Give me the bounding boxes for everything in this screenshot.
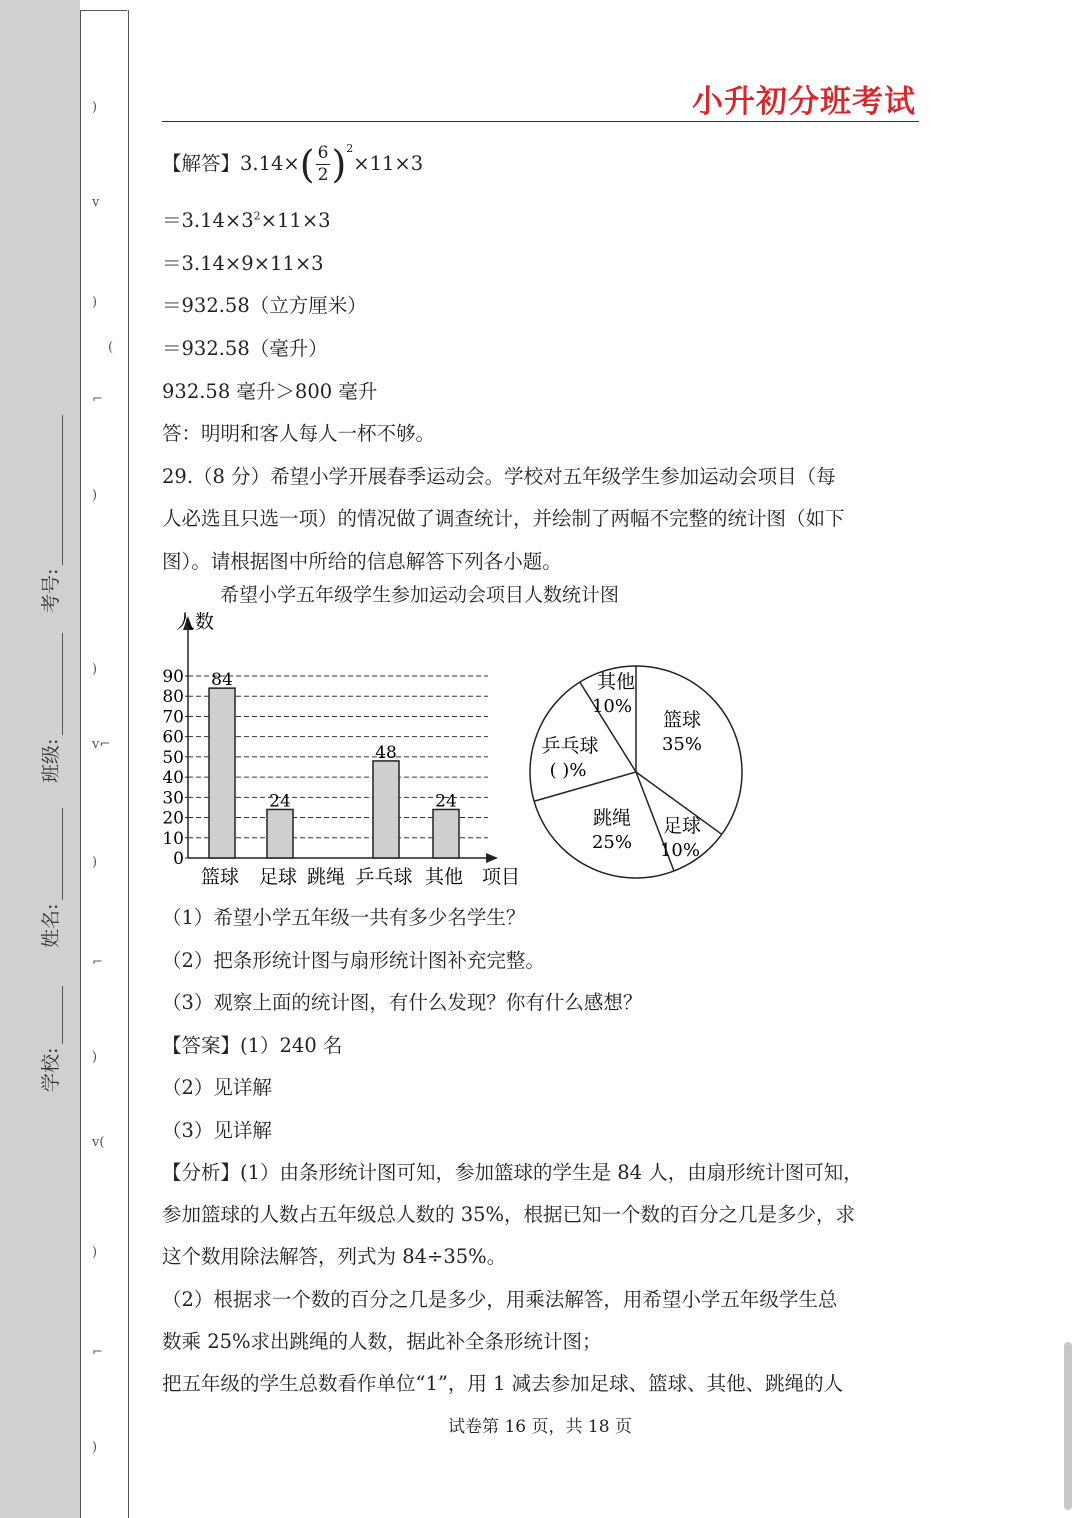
solution-prefix: 3.14× <box>240 152 300 175</box>
binding-mark: ⅴ <box>92 195 100 210</box>
school-label: 学校: <box>40 1047 62 1092</box>
x-axis-label: 项目 <box>482 866 521 888</box>
page-footer: 试卷第 16 页，共 18 页 <box>448 1417 632 1437</box>
binding-mark: ⅴ⌐ <box>92 737 111 752</box>
class-field <box>36 633 63 783</box>
y-axis-label: 人数 <box>176 611 215 633</box>
step1-exponent: 2 <box>253 209 261 223</box>
analysis-line-4: （2）根据求一个数的百分之几是多少，用乘法解答，用希望小学五年级学生总 <box>162 1288 838 1311</box>
fraction <box>316 143 331 186</box>
analysis-line-1: 【分析】(1）由条形统计图可知，参加篮球的学生是 84 人，由扇形统计图可知， <box>162 1161 863 1184</box>
bar <box>373 761 399 858</box>
y-tick-label: 30 <box>162 788 184 809</box>
y-tick-label: 50 <box>162 747 184 768</box>
left-paren: ( <box>299 142 315 187</box>
binding-mark: ) <box>92 662 98 677</box>
pie-slice-label: 其他 <box>596 671 636 693</box>
x-tick-label: 乒乓球 <box>355 866 413 888</box>
exam-no-field <box>36 415 63 613</box>
answer-line: 答：明明和客人每人一杯不够。 <box>162 422 436 445</box>
step1-line <box>162 205 331 233</box>
binding-mark: ⌐ <box>92 955 103 970</box>
x-tick-label: 跳绳 <box>306 866 346 888</box>
binding-mark: ) <box>92 100 98 115</box>
solution-suffix: ×11×3 <box>353 152 424 175</box>
pie-slice-label: 足球 <box>662 815 702 837</box>
binding-mark: ( <box>108 340 114 355</box>
pie-slice-value: ( )% <box>549 760 587 781</box>
pie-slice-label: 乒乓球 <box>541 735 599 757</box>
binding-mark: ⌐ <box>92 392 103 407</box>
y-tick-label: 60 <box>162 727 184 748</box>
brand-title: 小升初分班考试 <box>692 84 916 120</box>
bar-data-label: 48 <box>375 742 397 763</box>
fraction-denominator: 2 <box>317 165 329 185</box>
fraction-numerator: 6 <box>317 143 329 163</box>
binding-mark: ⅴ( <box>92 1135 105 1150</box>
name-field <box>36 808 63 948</box>
binding-mark: ⌐ <box>92 1345 103 1360</box>
y-tick-label: 80 <box>162 687 184 708</box>
name-label: 姓名: <box>40 903 62 948</box>
binding-mark: ) <box>92 855 98 870</box>
school-blank <box>44 986 63 1044</box>
y-tick-label: 0 <box>173 849 184 869</box>
fraction-exponent: 2 <box>346 142 354 155</box>
binding-mark: ) <box>92 1440 98 1455</box>
analysis-line-6: 把五年级的学生总数看作单位“1”，用 1 减去参加足球、篮球、其他、跳绳的人 <box>162 1372 844 1395</box>
compare-line: 932.58 毫升＞800 毫升 <box>162 380 378 403</box>
bar-data-label: 24 <box>269 791 291 812</box>
pie-slice-label: 篮球 <box>662 709 702 731</box>
exam-no-blank <box>44 415 63 565</box>
binding-mark: ) <box>92 1050 98 1065</box>
answer-2: （2）见详解 <box>162 1076 272 1099</box>
x-tick-label: 篮球 <box>200 866 240 888</box>
binding-strip-top <box>80 10 127 11</box>
y-tick-label: 10 <box>162 828 184 849</box>
pie-slice-value: 10% <box>591 696 633 717</box>
name-blank <box>44 808 63 900</box>
y-tick-label: 90 <box>162 667 184 687</box>
step1-b: ×11×3 <box>260 209 331 232</box>
question-29-line-3: 图）。请根据图中所给的信息解答下列各小题。 <box>162 550 562 573</box>
answer-1: 【答案】(1）240 名 <box>162 1034 343 1057</box>
pie-slice-value: 25% <box>591 832 633 853</box>
exam-no-label: 考号: <box>40 568 62 613</box>
pie-slice-value: 10% <box>659 840 701 861</box>
y-tick-label: 70 <box>162 707 184 728</box>
step4-line: ＝932.58（毫升） <box>162 337 328 360</box>
y-tick-label: 40 <box>162 768 184 789</box>
x-tick-label: 足球 <box>258 866 298 888</box>
step1-a: ＝3.14×3 <box>162 209 254 232</box>
binding-mark: ) <box>92 1245 98 1260</box>
bar-chart <box>150 600 530 900</box>
pie-slice-label: 跳绳 <box>592 807 632 829</box>
school-field <box>36 986 63 1092</box>
bar <box>267 809 293 858</box>
solution-label: 【解答】 <box>162 152 241 175</box>
analysis-line-5: 数乘 25%求出跳绳的人数，据此补全条形统计图； <box>162 1330 602 1353</box>
question-29-line-1: 29.（8 分）希望小学开展春季运动会。学校对五年级学生参加运动会项目（每 <box>162 465 836 488</box>
sub-question-1: （1）希望小学五年级一共有多少名学生？ <box>162 906 526 929</box>
pie-slice-value: 35% <box>661 734 703 755</box>
analysis-line-3: 这个数用除法解答，列式为 84÷35%。 <box>162 1245 507 1268</box>
bar <box>209 688 235 858</box>
binding-strip <box>80 10 129 1518</box>
bar <box>433 809 459 858</box>
x-tick-label: 其他 <box>424 866 464 888</box>
analysis-line-2: 参加篮球的人数占五年级总人数的 35%，根据已知一个数的百分之几是多少，求 <box>162 1203 856 1226</box>
chart-title: 希望小学五年级学生参加运动会项目人数统计图 <box>220 584 620 606</box>
pie-chart <box>520 656 760 886</box>
step2-line: ＝3.14×9×11×3 <box>162 252 324 275</box>
bar-data-label: 84 <box>211 670 233 691</box>
scrollbar-thumb[interactable] <box>1064 1342 1072 1510</box>
x-axis-arrow <box>486 853 498 863</box>
answer-3: （3）见详解 <box>162 1119 272 1142</box>
right-paren: ) <box>331 142 347 187</box>
class-blank <box>44 633 63 735</box>
header-rule <box>162 121 919 122</box>
step3-line: ＝932.58（立方厘米） <box>162 294 367 317</box>
solution-line <box>162 142 423 187</box>
y-tick-label: 20 <box>162 808 184 829</box>
binding-mark: ) <box>92 295 98 310</box>
class-label: 班级: <box>40 738 62 783</box>
sub-question-2: （2）把条形统计图与扇形统计图补充完整。 <box>162 949 545 972</box>
binding-mark: ) <box>92 488 98 503</box>
sub-question-3: （3）观察上面的统计图，有什么发现？你有什么感想？ <box>162 991 643 1014</box>
question-29-line-2: 人必选且只选一项）的情况做了调查统计，并绘制了两幅不完整的统计图（如下 <box>162 507 845 530</box>
bar-data-label: 24 <box>435 791 457 812</box>
